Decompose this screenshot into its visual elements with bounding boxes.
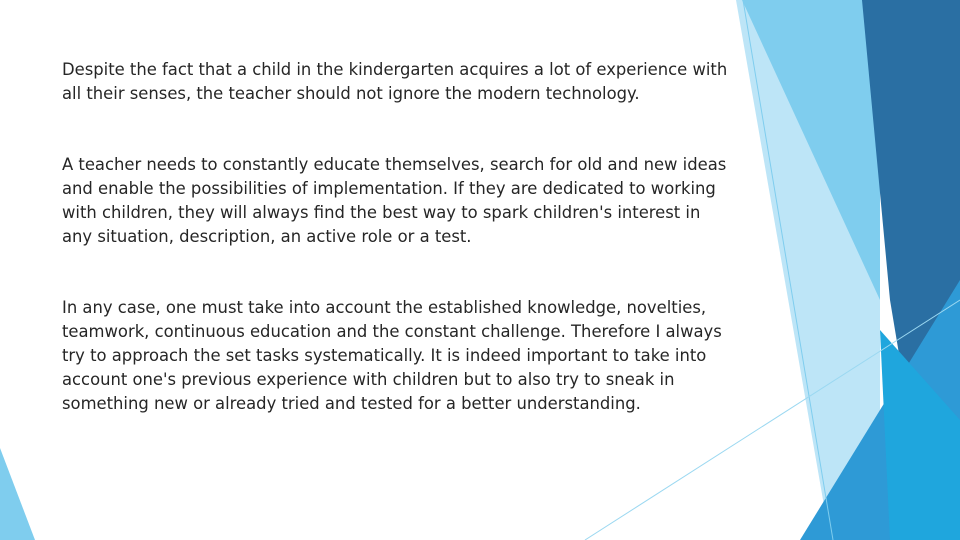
slide-body xyxy=(62,58,732,416)
paragraph-2: A teacher needs to constantly educate themselves, search for old and new ideas and enable the possibilities of implementation. If they are dedicated to working with children, they will always find the best way to spark children's interest in any situation, description, an active role or a test. xyxy=(62,155,727,246)
paragraph-1: Despite the fact that a child in the kindergarten acquires a lot of experience with all their senses, the teacher should not ignore the modern technology. xyxy=(62,60,728,103)
left-accent-shape xyxy=(0,448,35,540)
paragraph-3: In any case, one must take into account the established knowledge, novelties, teamwork, continuous education and the constant challenge. Therefore I always try to approach the set tasks systematically. It is indeed important to take into account one's previous experience with children but to also try to sneak in something new or already tried and tested for a better understanding. xyxy=(62,298,722,413)
